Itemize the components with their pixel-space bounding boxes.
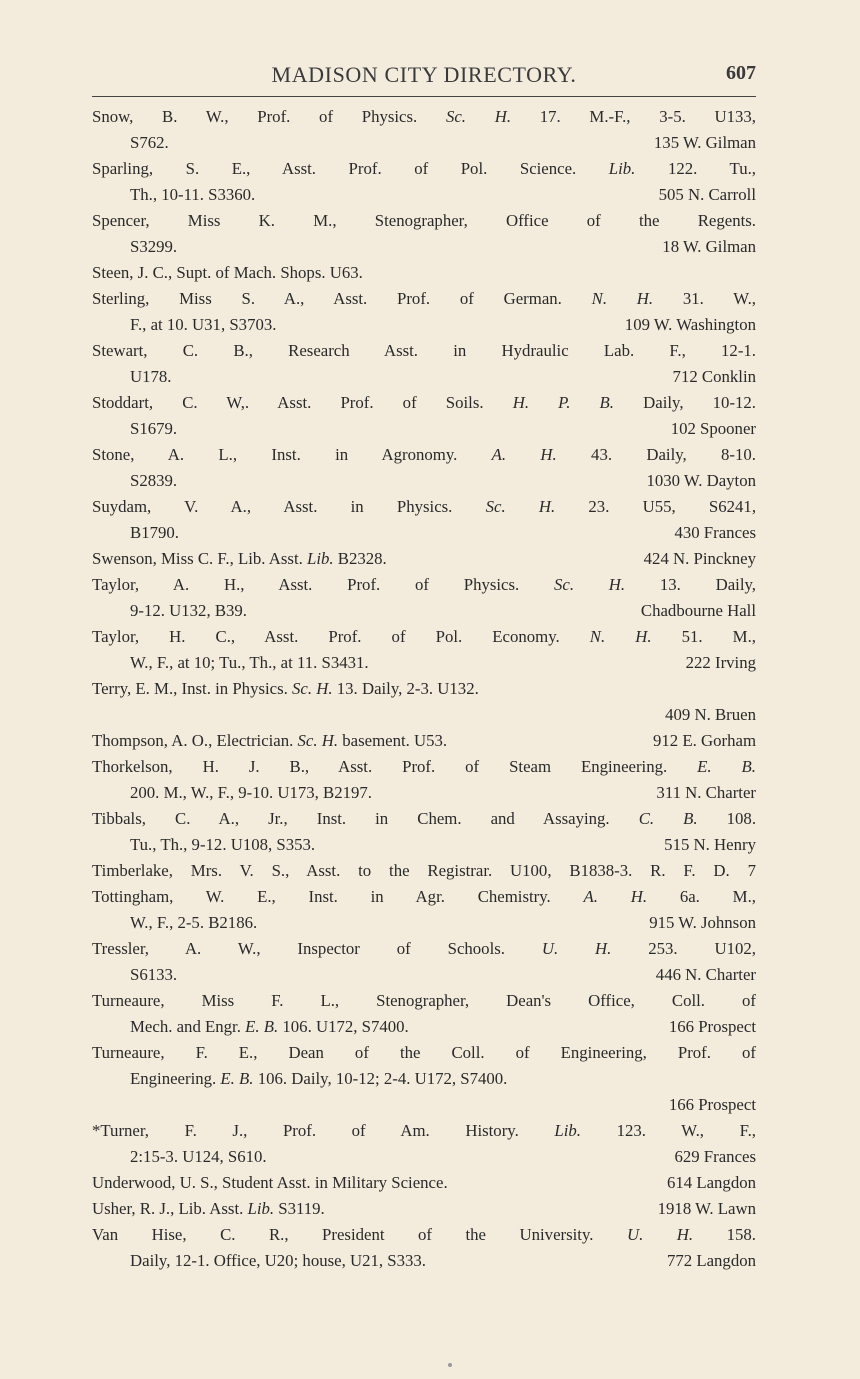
entry-continuation-line [92, 702, 756, 728]
entry-text: U178. [130, 367, 172, 386]
page-header [92, 62, 756, 97]
entry-text: Tottingham, W. E., Inst. in Agr. Chemistry. A. H. 6a. M., [92, 887, 756, 906]
entry-line [92, 546, 756, 572]
entry-text: S3299. [130, 237, 178, 256]
entry-text: Swenson, Miss C. F., Lib. Asst. Lib. B2328. [92, 549, 387, 568]
entry-continuation-line [92, 1144, 756, 1170]
entry-continuation-line [92, 832, 756, 858]
entry-line [92, 858, 756, 884]
entry-text: S1679. [130, 419, 178, 438]
entry-continuation-line [92, 468, 756, 494]
entry-line [92, 1196, 756, 1222]
entry-continuation-line [92, 234, 756, 260]
entry-line [92, 286, 756, 312]
entry-address: 912 E. Gorham [653, 731, 756, 750]
entry-line [92, 1170, 756, 1196]
entry-address: 135 W. Gilman [653, 133, 756, 152]
entry-address: 629 Frances [674, 1147, 756, 1166]
entry-text: Timberlake, Mrs. V. S., Asst. to the Registrar. U100, B1838-3. R. F. D. 7 [92, 861, 756, 880]
entry-address: 1918 W. Lawn [657, 1199, 756, 1218]
entry-continuation-line [92, 130, 756, 156]
entry-address: 109 W. Washington [624, 315, 756, 334]
entry-address: 311 N. Charter [656, 783, 756, 802]
entry-continuation-line [92, 364, 756, 390]
entry-address: 712 Conklin [672, 367, 756, 386]
entry-text: *Turner, F. J., Prof. of Am. History. Lib. 123. W., F., [92, 1121, 756, 1140]
entry-address: 18 W. Gilman [662, 237, 756, 256]
entry-text: S6133. [130, 965, 178, 984]
entry-address: 222 Irving [685, 653, 756, 672]
entry-address: 515 N. Henry [664, 835, 756, 854]
entry-continuation-line [92, 1066, 756, 1092]
entry-text: Sterling, Miss S. A., Asst. Prof. of German. N. H. 31. W., [92, 289, 756, 308]
entry-continuation-line [92, 1014, 756, 1040]
entry-address: 446 N. Charter [655, 965, 756, 984]
entry-text: Van Hise, C. R., President of the University. U. H. 158. [92, 1225, 756, 1244]
entry-text: Suydam, V. A., Asst. in Physics. Sc. H. 23. U55, S6241, [92, 497, 757, 516]
entry-address: 102 Spooner [670, 419, 756, 438]
entry-continuation-line [92, 1092, 756, 1118]
entry-continuation-line [92, 780, 756, 806]
entry-text: Turneaure, F. E., Dean of the Coll. of Engineering, Prof. of [92, 1043, 756, 1062]
entry-text: Tressler, A. W., Inspector of Schools. U. H. 253. U102, [92, 939, 757, 958]
entry-line [92, 156, 756, 182]
entry-address: 614 Langdon [666, 1173, 756, 1192]
entry-text: Thorkelson, H. J. B., Asst. Prof. of Steam Engineering. E. B. [92, 757, 756, 776]
entry-address: 166 Prospect [668, 1017, 756, 1036]
entry-address: 772 Langdon [666, 1251, 756, 1270]
entry-address: 166 Prospect [668, 1095, 756, 1114]
entry-continuation-line [92, 1248, 756, 1274]
entry-line [92, 572, 756, 598]
entry-text: Th., 10-11. S3360. [130, 185, 256, 204]
entry-continuation-line [92, 416, 756, 442]
entry-text: Mech. and Engr. E. B. 106. U172, S7400. [130, 1017, 409, 1036]
entry-text: Stoddart, C. W,. Asst. Prof. of Soils. H. P. B. Daily, 10-12. [92, 393, 757, 412]
entry-text: 2:15-3. U124, S610. [130, 1147, 267, 1166]
entry-address: Chadbourne Hall [640, 601, 756, 620]
entry-text: S762. [130, 133, 169, 152]
entry-continuation-line [92, 182, 756, 208]
entry-continuation-line [92, 650, 756, 676]
entry-line [92, 442, 756, 468]
entry-text: Stewart, C. B., Research Asst. in Hydraulic Lab. F., 12-1. [92, 341, 756, 360]
entry-line [92, 806, 756, 832]
entry-line [92, 260, 756, 286]
entry-line [92, 728, 756, 754]
entry-text: W., F., 2-5. B2186. [130, 913, 258, 932]
entry-line [92, 936, 756, 962]
entry-text: 9-12. U132, B39. [130, 601, 248, 620]
entry-text: Usher, R. J., Lib. Asst. Lib. S3119. [92, 1199, 325, 1218]
entry-line [92, 494, 756, 520]
entry-text: Tibbals, C. A., Jr., Inst. in Chem. and Assaying. C. B. 108. [92, 809, 757, 828]
entry-address: 1030 W. Dayton [646, 471, 756, 490]
directory-entries [92, 104, 756, 1274]
entry-continuation-line [92, 598, 756, 624]
entry-line [92, 1222, 756, 1248]
entry-text: Taylor, A. H., Asst. Prof. of Physics. Sc. H. 13. Daily, [92, 575, 756, 594]
page-title: MADISON CITY DIRECTORY. [271, 62, 577, 87]
entry-text: Tu., Th., 9-12. U108, S353. [130, 835, 316, 854]
entry-text: Daily, 12-1. Office, U20; house, U21, S333. [130, 1251, 426, 1270]
entry-text: S2839. [130, 471, 178, 490]
entry-line [92, 624, 756, 650]
entry-address: 915 W. Johnson [649, 913, 756, 932]
entry-line [92, 884, 756, 910]
entry-continuation-line [92, 520, 756, 546]
entry-text: B1790. [130, 523, 179, 542]
entry-text: Taylor, H. C., Asst. Prof. of Pol. Economy. N. H. 51. M., [92, 627, 756, 646]
entry-text: Steen, J. C., Supt. of Mach. Shops. U63. [92, 263, 363, 282]
entry-text: 200. M., W., F., 9-10. U173, B2197. [130, 783, 373, 802]
entry-continuation-line [92, 910, 756, 936]
print-speck [448, 1363, 452, 1367]
entry-continuation-line [92, 962, 756, 988]
entry-text: Terry, E. M., Inst. in Physics. Sc. H. 13. Daily, 2-3. U132. [92, 679, 479, 698]
entry-line [92, 676, 756, 702]
entry-line [92, 754, 756, 780]
entry-text: Engineering. E. B. 106. Daily, 10-12; 2-4. U172, S7400. [130, 1069, 508, 1088]
entry-continuation-line [92, 312, 756, 338]
entry-text: Underwood, U. S., Student Asst. in Military Science. [92, 1173, 448, 1192]
entry-text: Snow, B. W., Prof. of Physics. Sc. H. 17. M.-F., 3-5. U133, [92, 107, 756, 126]
entry-text: F., at 10. U31, S3703. [130, 315, 277, 334]
entry-text: W., F., at 10; Tu., Th., at 11. S3431. [130, 653, 369, 672]
entry-text: Spencer, Miss K. M., Stenographer, Office of the Regents. [92, 211, 756, 230]
entry-line [92, 338, 756, 364]
entry-text: Sparling, S. E., Asst. Prof. of Pol. Science. Lib. 122. Tu., [92, 159, 756, 178]
entry-line [92, 104, 756, 130]
entry-address: 409 N. Bruen [665, 705, 756, 724]
entry-line [92, 988, 756, 1014]
entry-line [92, 390, 756, 416]
entry-address: 505 N. Carroll [658, 185, 756, 204]
entry-text: Turneaure, Miss F. L., Stenographer, Dean's Office, Coll. of [92, 991, 756, 1010]
entry-address: 424 N. Pinckney [643, 549, 756, 568]
page-number: 607 [726, 62, 756, 84]
entry-line [92, 1118, 756, 1144]
entry-line [92, 1040, 756, 1066]
entry-line [92, 208, 756, 234]
entry-text: Thompson, A. O., Electrician. Sc. H. basement. U53. [92, 731, 448, 750]
entry-address: 430 Frances [674, 523, 756, 542]
entry-text: Stone, A. L., Inst. in Agronomy. A. H. 43. Daily, 8-10. [92, 445, 756, 464]
